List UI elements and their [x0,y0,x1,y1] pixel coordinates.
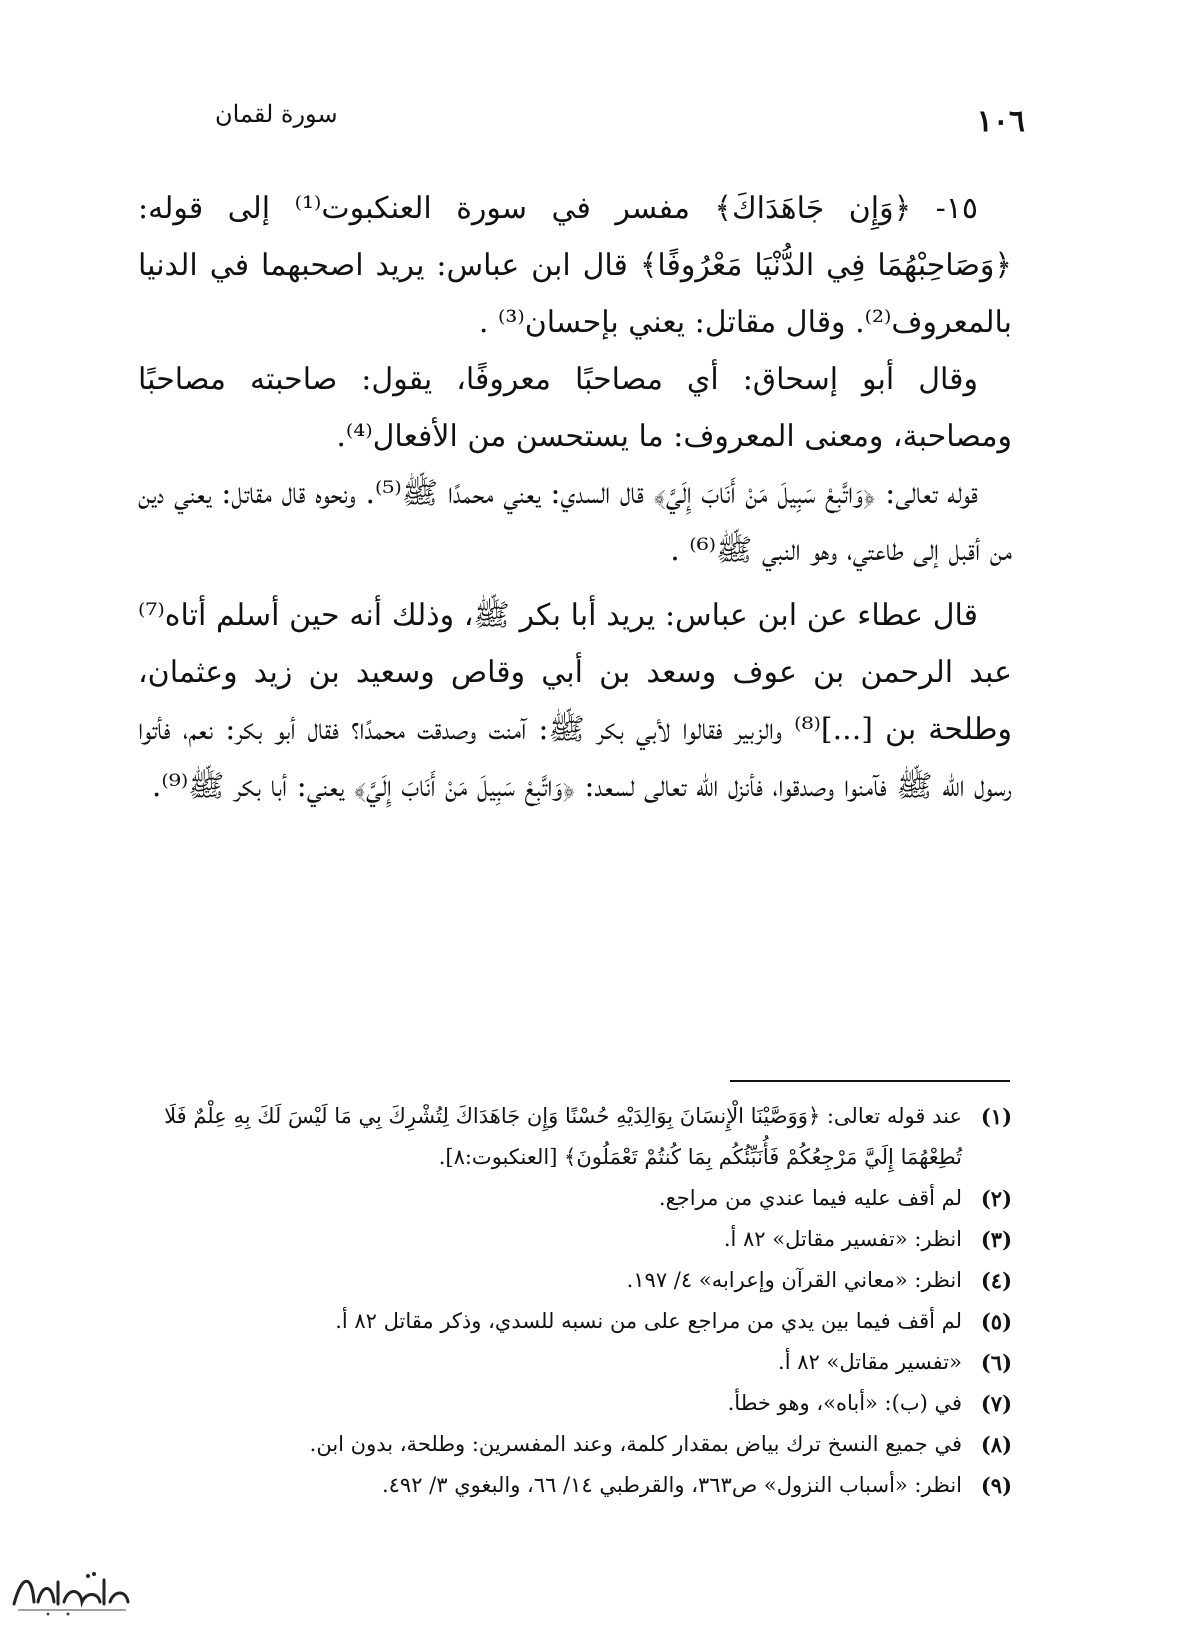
main-text [138,180,1012,815]
footnote-item [132,1301,1012,1342]
footnote-divider [730,1080,1010,1082]
footnote-text: انظر: «معاني القرآن وإعرابه» ٤/ ١٩٧. [626,1268,962,1292]
footnote-text: في جميع النسخ ترك بياض بمقدار كلمة، وعند المفسرين: وطلحة، بدون ابن. [309,1432,962,1456]
footnote-item [132,1260,1012,1301]
footnote-number: (٧) [980,1391,1012,1416]
footnotes [132,1096,1012,1506]
paragraph-4: قال عطاء عن ابن عباس: يريد أبا بكر ﷺ، وذلك أنه حين أسلم أتاه⁽⁷⁾ عبد الرحمن بن عوف وسعد بن أبي وقاص وسعيد بن زيد وعثمان، وطلحة بن [...]⁽⁸⁾ والزبير فقالوا لأبي بكر ﷺ: آمنت وصدقت محمدًا؟ فقال أبو بكر: نعم، فأتوا رسول الله ﷺ فآمنوا وصدقوا، فأنزل الله تعالى لسعد: ﴿وَاتَّبِعْ سَبِيلَ مَنْ أَنَابَ إِلَيَّ﴾ يعني: أبا بكر ﷺ⁽⁹⁾. [138,598,1012,804]
footnote-number: (٦) [980,1350,1012,1375]
footnote-item [132,1342,1012,1383]
footnote-text: «تفسير مقاتل» ٨٢ أ. [778,1350,962,1374]
footnote-text: في (ب): «أباه»، وهو خطأ. [727,1391,962,1415]
footnote-number: (٢) [980,1186,1012,1211]
footnote-number: (٣) [980,1227,1012,1252]
footnote-text: انظر: «تفسير مقاتل» ٨٢ أ. [723,1227,962,1251]
footnote-item [132,1178,1012,1219]
publisher-logo-icon [8,1562,136,1622]
footnote-number: (١) [980,1104,1012,1129]
footnote-number: (٥) [980,1309,1012,1334]
footnote-item [132,1383,1012,1424]
footnote-item [132,1465,1012,1506]
footnote-item [132,1096,1012,1178]
paragraph-3: قوله تعالى: ﴿وَاتَّبِعْ سَبِيلَ مَنْ أَنَابَ إِلَيَّ﴾ قال السدي: يعني محمدًا ﷺ⁽⁵⁾. ونحوه قال مقاتل: يعني دين من أقبل إلى طاعتي، وهو النبي ﷺ⁽⁶⁾ . [138,476,1012,568]
footnote-text: لم أقف فيما بين يدي من مراجع على من نسبه للسدي، وذكر مقاتل ٨٢ أ. [335,1309,962,1333]
paragraph-2: وقال أبو إسحاق: أي مصاحبًا معروفًا، يقول: صاحبته مصاحبًا ومصاحبة، ومعنى المعروف: ما يستحسن من الأفعال⁽⁴⁾. [138,362,1012,454]
footnote-number: (٩) [980,1473,1012,1498]
footnote-text: لم أقف عليه فيما عندي من مراجع. [658,1186,962,1210]
footnote-text: عند قوله تعالى: ﴿وَوَصَّيْنَا الْإِنسَانَ بِوَالِدَيْهِ حُسْنًا وَإِن جَاهَدَاكَ لِتُشْرِكَ بِي مَا لَيْسَ لَكَ بِهِ عِلْمٌ فَلَا تُطِعْهُمَا إِلَيَّ مَرْجِعُكُمْ فَأُنَبِّئُكُم بِمَا كُنتُمْ تَعْمَلُونَ﴾ [العنكبوت:٨]. [164,1104,962,1169]
footnote-item [132,1424,1012,1465]
footnote-number: (٨) [980,1432,1012,1457]
paragraph-1: ١٥- ﴿وَإِن جَاهَدَاكَ﴾ مفسر في سورة العنكبوت⁽¹⁾ إلى قوله: ﴿وَصَاحِبْهُمَا فِي الدُّنْيَا مَعْرُوفًا﴾ قال ابن عباس: يريد اصحبهما في الدنيا بالمعروف⁽²⁾. وقال مقاتل: يعني بإحسان⁽³⁾ . [138,191,1012,340]
footnote-number: (٤) [980,1268,1012,1293]
surah-title: سورة لقمان [215,100,338,128]
footnote-item [132,1219,1012,1260]
footnote-text: انظر: «أسباب النزول» ص٣٦٣، والقرطبي ١٤/ ٦٦، والبغوي ٣/ ٤٩٢. [381,1473,962,1497]
page-number: ١٠٦ [976,104,1025,139]
